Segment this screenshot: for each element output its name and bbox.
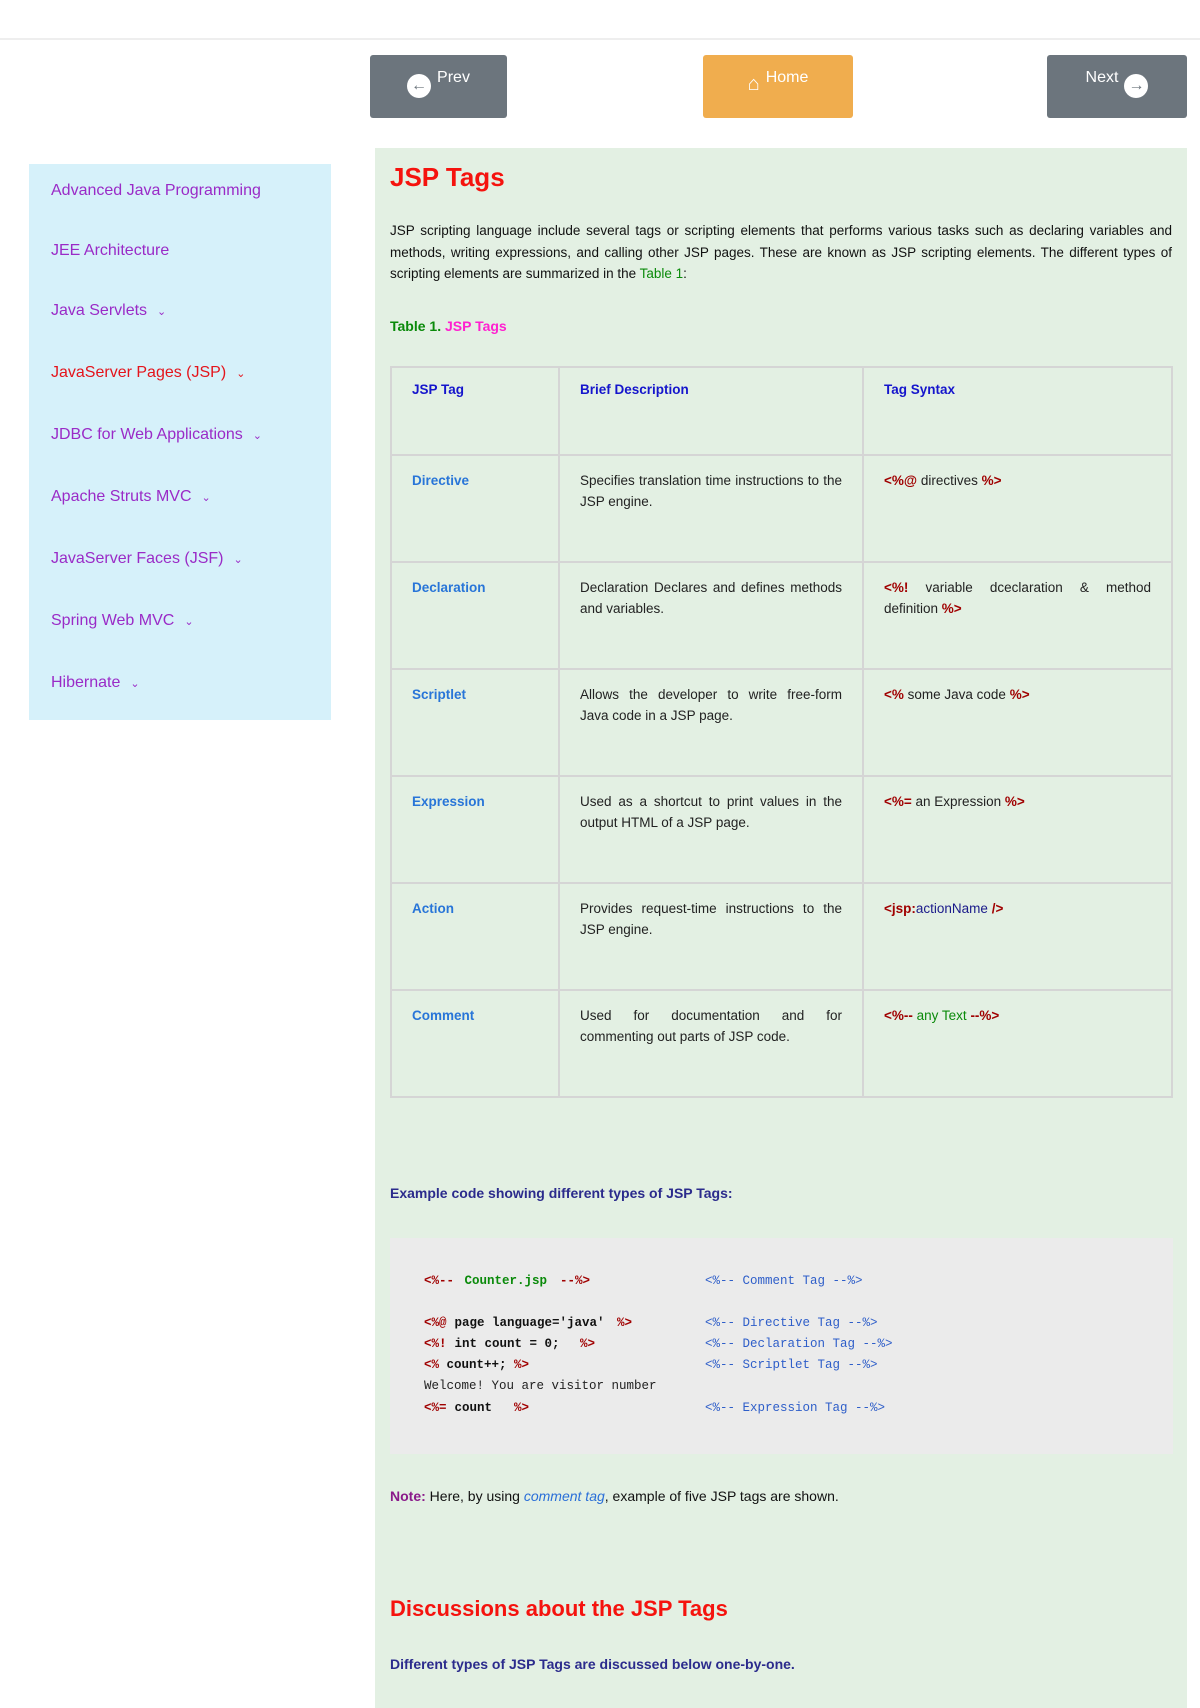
sidebar-item-jdbc[interactable] (51, 426, 262, 444)
tag-name: Declaration (391, 562, 559, 669)
chevron-down-icon: ⌄ (130, 678, 140, 690)
tag-description: Used as a shortcut to print values in the output HTML of a JSP page. (559, 776, 863, 883)
discussion-title: Discussions about the JSP Tags (390, 1596, 728, 1621)
jsp-tags-table (390, 366, 1173, 1098)
note-text: , example of five JSP tags are shown. (604, 1488, 839, 1504)
home-label: Home (765, 69, 809, 86)
table-row (391, 669, 1172, 776)
sidebar-item-hibernate[interactable] (51, 674, 140, 692)
sidebar-item-label: JEE Architecture (51, 242, 170, 259)
home-icon: ⌂ (747, 73, 760, 95)
intro-end: : (683, 266, 687, 281)
tag-syntax (863, 562, 1172, 669)
sidebar-item-label: Apache Struts MVC (51, 488, 192, 505)
syntax-body: an Expression (911, 794, 1005, 809)
prev-label: Prev (437, 69, 470, 86)
sidebar-item-label: JDBC for Web Applications (51, 426, 243, 443)
code-token: %> (514, 1358, 530, 1372)
note-label: Note: (390, 1488, 426, 1504)
syntax-open: <%@ (884, 473, 918, 488)
code-comment: <%-- Directive Tag --%> (705, 1316, 878, 1330)
table-row (391, 562, 1172, 669)
chevron-down-icon: ⌄ (201, 492, 211, 504)
code-token: count++; (439, 1358, 515, 1372)
code-comment: <%-- Scriptlet Tag --%> (705, 1358, 878, 1372)
code-text: Welcome! You are visitor number (424, 1379, 657, 1393)
code-token: <%@ (424, 1316, 447, 1330)
code-token: <%! (424, 1337, 447, 1351)
chevron-down-icon: ⌄ (236, 368, 246, 380)
table-caption (390, 318, 507, 334)
tag-name: Expression (391, 776, 559, 883)
code-token: int count = 0; (447, 1337, 568, 1351)
page-title: JSP Tags (390, 162, 505, 192)
tag-syntax (863, 455, 1172, 562)
tag-name: Directive (391, 455, 559, 562)
table-1-link[interactable]: Table 1 (639, 266, 684, 281)
syntax-body: variable dceclaration & method definition (884, 580, 1151, 616)
code-token: <%-- (424, 1274, 455, 1288)
tag-description: Specifies translation time instructions to the JSP engine. (559, 455, 863, 562)
chevron-down-icon: ⌄ (252, 430, 263, 442)
note-paragraph (390, 1488, 839, 1504)
code-token: %> (617, 1316, 633, 1330)
code-block (390, 1238, 1173, 1454)
table-header-row (391, 367, 1172, 455)
code-token: Counter.jsp (457, 1274, 555, 1288)
syntax-open: <%= (884, 794, 912, 809)
sidebar-item-label: Hibernate (51, 674, 121, 691)
sidebar-item-jee-architecture[interactable] (51, 242, 169, 260)
code-token: page language='java' (447, 1316, 613, 1330)
chevron-down-icon: ⌄ (157, 306, 167, 318)
arrow-left-circle-icon: ← (407, 74, 431, 98)
tag-description: Allows the developer to write free-form Java code in a JSP page. (559, 669, 863, 776)
code-comment: <%-- Comment Tag --%> (705, 1274, 863, 1288)
next-button[interactable] (1047, 55, 1187, 118)
syntax-close: %> (1009, 687, 1030, 702)
sidebar-item-label: Spring Web MVC (51, 612, 175, 629)
syntax-body: directives (917, 473, 982, 488)
sidebar-item-spring[interactable] (51, 612, 194, 630)
tag-name: Action (391, 883, 559, 990)
tag-name: Comment (391, 990, 559, 1097)
comment-tag-link[interactable]: comment tag (523, 1488, 605, 1504)
example-title: Example code showing different types of JSP Tags: (390, 1185, 733, 1201)
tag-syntax (863, 669, 1172, 776)
code-comment: <%-- Declaration Tag --%> (705, 1337, 893, 1351)
top-header-bar (0, 0, 1200, 40)
syntax-open: <% (884, 687, 904, 702)
syntax-close: %> (941, 601, 962, 616)
header-jsp-tag: JSP Tag (391, 367, 559, 455)
chevron-down-icon: ⌄ (233, 554, 243, 566)
sidebar-item-struts[interactable] (51, 488, 211, 506)
code-token: count (447, 1401, 500, 1415)
table-row (391, 455, 1172, 562)
prev-button[interactable] (370, 55, 507, 118)
header-tag-syntax: Tag Syntax (863, 367, 1172, 455)
table-caption-label: Table 1. (390, 318, 442, 334)
tag-description: Used for documentation and for commenting out parts of JSP code. (559, 990, 863, 1097)
syntax-body: some Java code (903, 687, 1010, 702)
syntax-open: <jsp: (884, 901, 916, 916)
syntax-open: <%-- (884, 1008, 913, 1023)
code-token: --%> (560, 1274, 591, 1288)
note-text: Here, by using (425, 1488, 524, 1504)
header-brief-description: Brief Description (559, 367, 863, 455)
tag-syntax (863, 990, 1172, 1097)
code-token: %> (514, 1401, 530, 1415)
discussion-subtitle: Different types of JSP Tags are discussed below one-by-one. (390, 1656, 795, 1672)
tag-syntax (863, 883, 1172, 990)
main-content (375, 148, 1187, 1708)
sidebar (29, 164, 331, 720)
syntax-close: /> (987, 901, 1004, 916)
tag-description: Declaration Declares and defines methods and variables. (559, 562, 863, 669)
chevron-down-icon: ⌄ (184, 616, 194, 628)
sidebar-item-label: JavaServer Pages (JSP) (51, 364, 227, 381)
sidebar-item-jsf[interactable] (51, 550, 243, 568)
syntax-body: any Text (912, 1008, 971, 1023)
table-row (391, 883, 1172, 990)
syntax-open: <%! (884, 580, 909, 595)
syntax-body: actionName (915, 901, 988, 916)
sidebar-item-label: JavaServer Faces (JSF) (51, 550, 224, 567)
syntax-close: %> (1004, 794, 1025, 809)
table-row (391, 990, 1172, 1097)
home-button[interactable] (703, 55, 853, 118)
table-caption-name: JSP Tags (444, 318, 507, 334)
intro-text: JSP scripting language include several tags or scripting elements that performs various tasks such as declaring variables and methods, writing expressions, and calling other JSP pages. These are known as JSP scripting elements. The different types of scripting elements are summarized in the (390, 223, 1172, 281)
code-token: <%= (424, 1401, 447, 1415)
next-label: Next (1085, 69, 1119, 86)
tag-name: Scriptlet (391, 669, 559, 776)
syntax-close: %> (981, 473, 1002, 488)
code-comment: <%-- Expression Tag --%> (705, 1401, 886, 1415)
tag-syntax (863, 776, 1172, 883)
code-token: <% (424, 1358, 440, 1372)
table-row (391, 776, 1172, 883)
tag-description: Provides request-time instructions to the JSP engine. (559, 883, 863, 990)
arrow-right-circle-icon: → (1124, 74, 1148, 98)
syntax-close: --%> (970, 1008, 1000, 1023)
sidebar-item-label: Advanced Java Programming (51, 182, 261, 199)
sidebar-item-java-servlets[interactable] (51, 302, 166, 320)
intro-paragraph (390, 220, 1172, 285)
sidebar-item-advanced-java[interactable] (51, 182, 261, 200)
sidebar-item-jsp[interactable] (51, 364, 245, 382)
code-token: %> (580, 1337, 596, 1351)
sidebar-item-label: Java Servlets (51, 302, 148, 319)
